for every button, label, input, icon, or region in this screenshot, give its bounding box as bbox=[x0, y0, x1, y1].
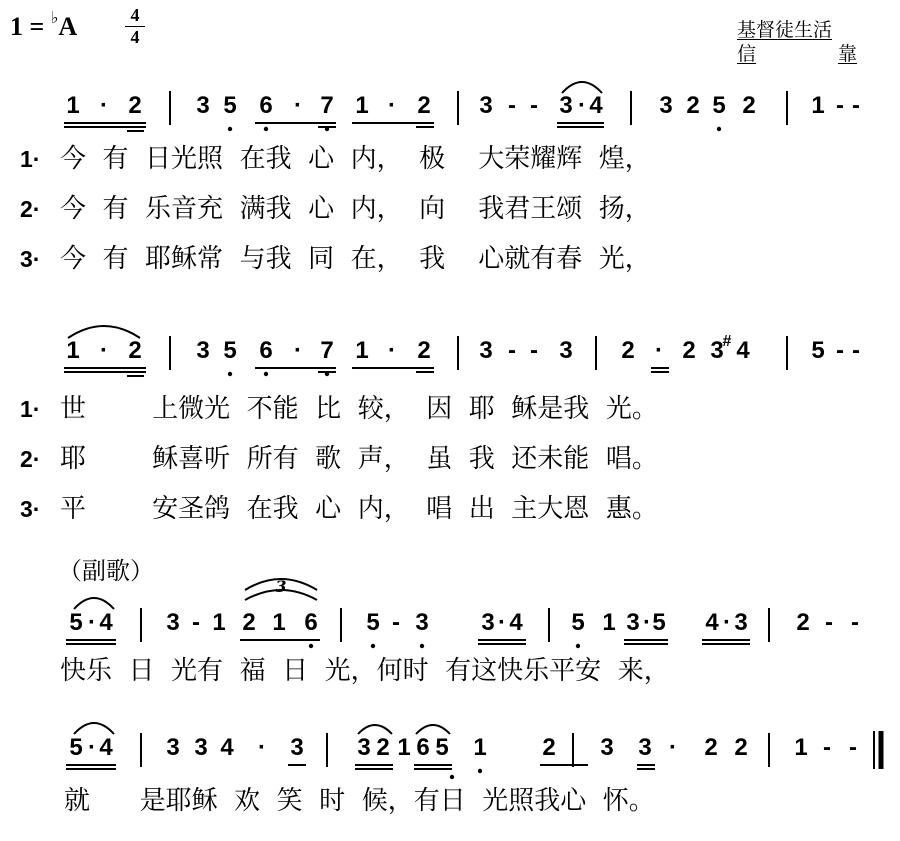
note: 1 bbox=[355, 92, 369, 119]
note: 1 bbox=[355, 337, 369, 364]
dot-sign: · bbox=[294, 92, 302, 119]
note: 3 bbox=[559, 92, 573, 119]
note: 3 bbox=[196, 337, 210, 364]
note: 7 bbox=[320, 92, 334, 119]
lyric-line: 今 有 乐音充 满我 心 内， 向 我君王颂 扬， bbox=[60, 194, 651, 224]
note: 3 bbox=[710, 337, 724, 364]
note: 1 bbox=[602, 609, 616, 636]
note: 4 bbox=[99, 609, 113, 636]
note: 2 bbox=[796, 609, 810, 636]
octave-dot-below bbox=[478, 769, 482, 773]
lyric-line: 世 上微光 不能 比 较， 因 耶 稣是我 光。 bbox=[60, 394, 658, 424]
note: 1 bbox=[66, 92, 80, 119]
note: 4 bbox=[736, 337, 750, 364]
dash-sign: - bbox=[392, 609, 400, 636]
note: 4 bbox=[589, 92, 603, 119]
note: 4 bbox=[509, 609, 523, 636]
note: 6 bbox=[304, 609, 318, 636]
key-note: A bbox=[58, 12, 78, 41]
dot-sign: · bbox=[100, 337, 108, 364]
octave-dot-below bbox=[228, 127, 232, 131]
note: 3 bbox=[479, 92, 493, 119]
note: 3 bbox=[659, 92, 673, 119]
note: 3 bbox=[638, 734, 652, 761]
slur bbox=[416, 725, 450, 734]
note: 2 bbox=[704, 734, 718, 761]
note: 3 bbox=[734, 609, 748, 636]
note: 5 bbox=[571, 609, 585, 636]
octave-dot-below bbox=[576, 644, 580, 648]
dot-sign: · bbox=[655, 337, 663, 364]
note: 3 bbox=[194, 734, 208, 761]
note: 7 bbox=[320, 337, 334, 364]
octave-dot-below bbox=[420, 644, 424, 648]
credit-title-char-2: 靠 bbox=[837, 43, 857, 65]
note: 2 bbox=[128, 92, 142, 119]
note: 3 bbox=[559, 337, 573, 364]
note: 2 bbox=[621, 337, 635, 364]
octave-dot-below bbox=[450, 775, 454, 779]
dot-sign: · bbox=[723, 609, 731, 636]
note: 3 bbox=[479, 337, 493, 364]
note: 4 bbox=[705, 609, 719, 636]
dash-sign: - bbox=[823, 734, 831, 761]
octave-dot-below bbox=[264, 372, 268, 376]
chorus-lyric-line: 快乐 日 光有 福 日 光，何时 有这快乐平安 来， bbox=[60, 656, 670, 686]
dash-sign: - bbox=[825, 609, 833, 636]
dash-sign: - bbox=[508, 92, 516, 119]
octave-dot-below bbox=[717, 127, 721, 131]
note: 2 bbox=[417, 92, 431, 119]
octave-dot-below bbox=[325, 127, 329, 131]
verse-number: 2· bbox=[20, 446, 41, 472]
octave-dot-below bbox=[325, 372, 329, 376]
lyric-line: 平 安圣鸽 在我 心 内， 唱 出 主大恩 惠。 bbox=[60, 494, 658, 524]
note: 2 bbox=[128, 337, 142, 364]
note: 3 bbox=[626, 609, 640, 636]
note: 1 bbox=[811, 92, 825, 119]
note: 2 bbox=[542, 734, 556, 761]
sharp-sign: # bbox=[722, 333, 732, 350]
note: 5 bbox=[435, 734, 449, 761]
verse-number: 3· bbox=[20, 246, 41, 272]
flat-sign: ♭ bbox=[50, 10, 59, 27]
slur bbox=[358, 725, 392, 734]
octave-dot-below bbox=[371, 644, 375, 648]
lyric-line: 耶 稣喜听 所有 歌 声， 虽 我 还未能 唱。 bbox=[60, 444, 658, 474]
note: 5 bbox=[712, 92, 726, 119]
note: 6 bbox=[259, 92, 273, 119]
dot-sign: · bbox=[294, 337, 302, 364]
dot-sign: · bbox=[88, 734, 96, 761]
dash-sign: - bbox=[530, 92, 538, 119]
note: 2 bbox=[734, 734, 748, 761]
note: 5 bbox=[366, 609, 380, 636]
dot-sign: · bbox=[100, 92, 108, 119]
dot-sign: · bbox=[88, 609, 96, 636]
slur bbox=[74, 723, 114, 734]
verse-number: 2· bbox=[20, 196, 41, 222]
dash-sign: - bbox=[851, 609, 859, 636]
dot-sign: · bbox=[388, 337, 396, 364]
dash-sign: - bbox=[849, 734, 857, 761]
note: 1 bbox=[212, 609, 226, 636]
note: 5 bbox=[223, 92, 237, 119]
dot-sign: · bbox=[498, 609, 506, 636]
note: 1 bbox=[794, 734, 808, 761]
verse-number: 1· bbox=[20, 146, 41, 172]
dash-sign: - bbox=[836, 337, 844, 364]
time-bottom: 4 bbox=[130, 27, 140, 47]
note: 3 bbox=[290, 734, 304, 761]
chorus-label: （副歌） bbox=[58, 557, 154, 585]
lyric-line: 今 有 耶稣常 与我 同 在， 我 心就有春 光， bbox=[60, 244, 651, 274]
note: 1 bbox=[397, 734, 411, 761]
note: 2 bbox=[417, 337, 431, 364]
note: 3 bbox=[166, 734, 180, 761]
dash-sign: - bbox=[852, 337, 860, 364]
dot-sign: · bbox=[258, 734, 266, 761]
dot-sign: · bbox=[388, 92, 396, 119]
note: 3 bbox=[415, 609, 429, 636]
note: 1 bbox=[473, 734, 487, 761]
note: 2 bbox=[376, 734, 390, 761]
note: 1 bbox=[66, 337, 80, 364]
dash-sign: - bbox=[508, 337, 516, 364]
credit-title-char-1: 信 bbox=[737, 43, 757, 65]
note: 3 bbox=[481, 609, 495, 636]
note: 5 bbox=[69, 734, 83, 761]
note: 2 bbox=[682, 337, 696, 364]
note: 5 bbox=[652, 609, 666, 636]
dash-sign: - bbox=[192, 609, 200, 636]
note: 5 bbox=[811, 337, 825, 364]
note: 3 bbox=[196, 92, 210, 119]
verse-number: 1· bbox=[20, 396, 41, 422]
note: 4 bbox=[220, 734, 234, 761]
note: 1 bbox=[272, 609, 286, 636]
octave-dot-below bbox=[309, 644, 313, 648]
note: 4 bbox=[99, 734, 113, 761]
slur bbox=[74, 598, 114, 609]
octave-dot-below bbox=[264, 127, 268, 131]
lyric-line: 今 有 日光照 在我 心 内， 极 大荣耀辉 煌， bbox=[60, 144, 651, 174]
dash-sign: - bbox=[852, 92, 860, 119]
dash-sign: - bbox=[530, 337, 538, 364]
triplet-number: 3 bbox=[275, 577, 287, 596]
octave-dot-below bbox=[228, 372, 232, 376]
note: 3 bbox=[166, 609, 180, 636]
time-top: 4 bbox=[130, 5, 140, 25]
key-prefix: 1 = bbox=[10, 12, 51, 41]
credit-source: 基督徒生活 bbox=[737, 19, 833, 41]
note: 3 bbox=[600, 734, 614, 761]
chorus-lyric-line: 就 是耶稣 欢 笑 时 候，有日 光照我心 怀。 bbox=[64, 786, 655, 816]
note: 5 bbox=[69, 609, 83, 636]
dot-sign: · bbox=[669, 734, 677, 761]
note: 2 bbox=[686, 92, 700, 119]
verse-number: 3· bbox=[20, 496, 41, 522]
note: 2 bbox=[242, 609, 256, 636]
dot-sign: · bbox=[578, 92, 586, 119]
note: 3 bbox=[357, 734, 371, 761]
note: 6 bbox=[416, 734, 430, 761]
note: 2 bbox=[742, 92, 756, 119]
note: 6 bbox=[259, 337, 273, 364]
note: 5 bbox=[223, 337, 237, 364]
dash-sign: - bbox=[836, 92, 844, 119]
dot-sign: · bbox=[643, 609, 651, 636]
